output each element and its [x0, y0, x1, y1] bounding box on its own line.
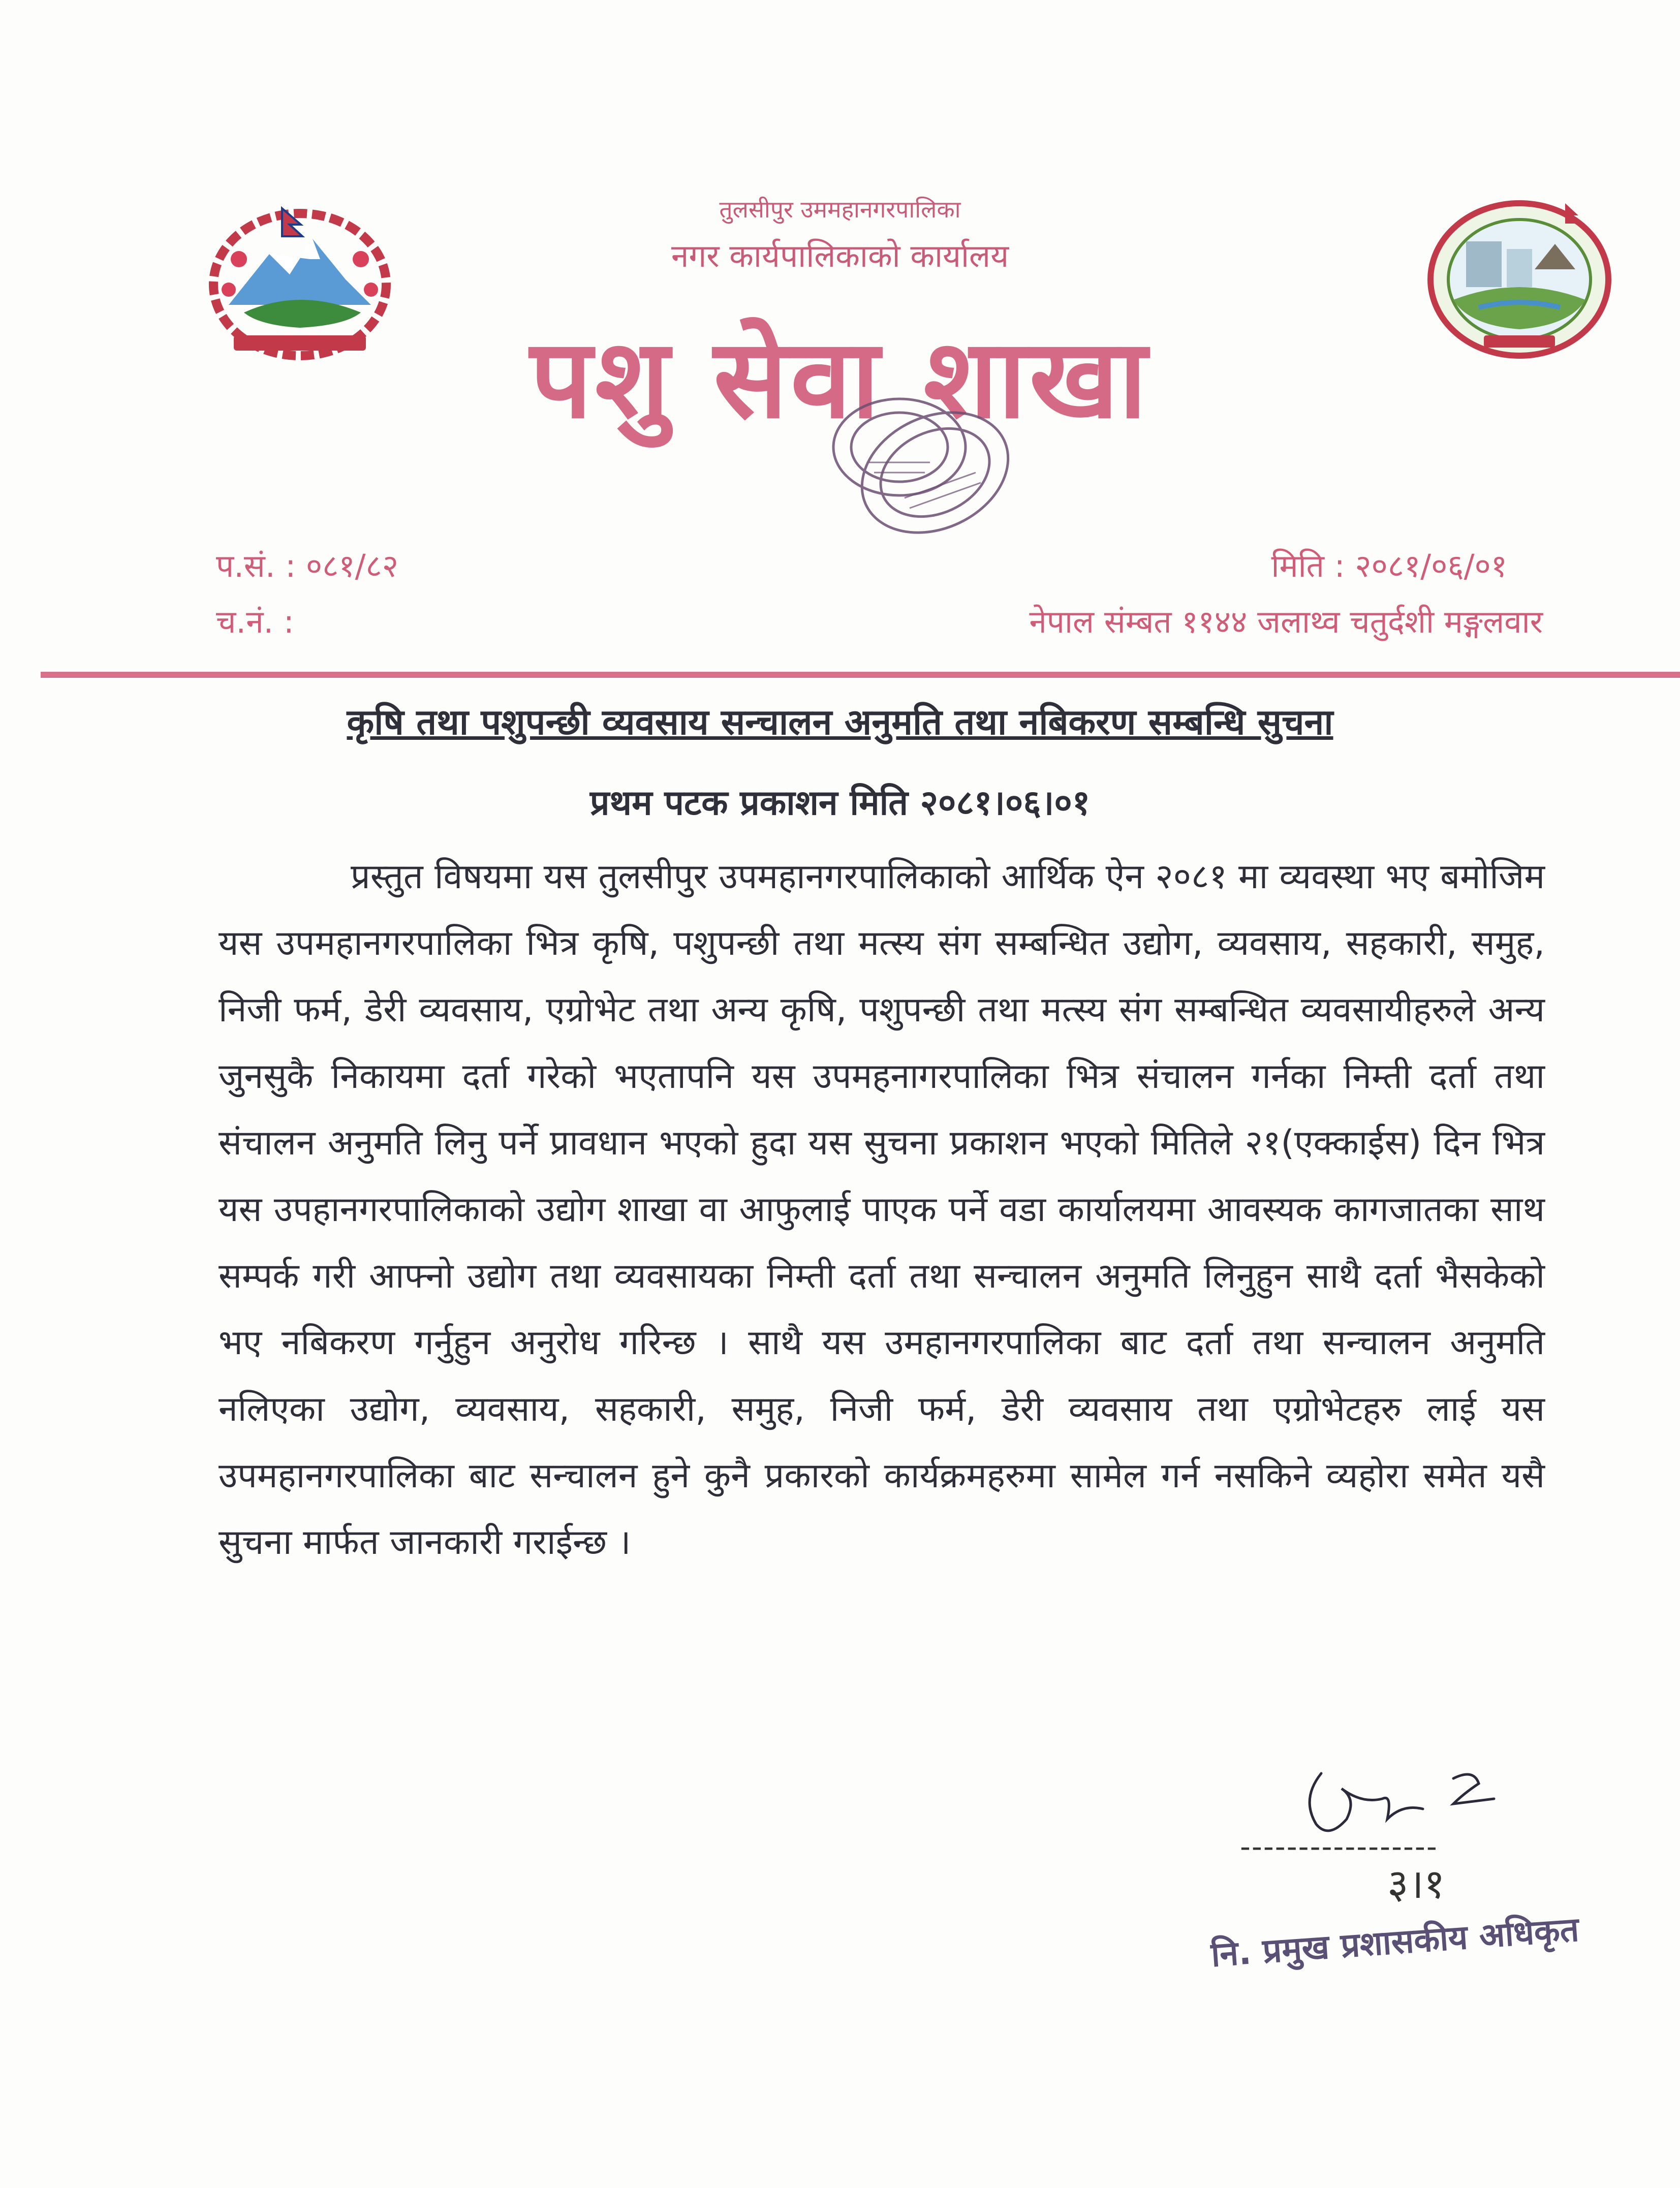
signature-line: -----------------	[1240, 1829, 1438, 1864]
reference-number: प.सं. : ०८१/८२	[216, 547, 398, 584]
first-publication-date: प्रथम पटक प्रकाशन मिति २०८१।०६।०१	[589, 783, 1091, 823]
signature-mark: ३।१	[1387, 1860, 1445, 1908]
dispatch-number: च.नं. :	[216, 603, 294, 640]
nepal-sambat-date: नेपाल संम्बत ११४४ जलाथ्व चतुर्दशी मङ्गलवार	[1029, 603, 1543, 640]
office-seal-icon	[772, 346, 1057, 569]
officer-title: नि. प्रमुख प्रशासकीय अधिकृत	[1209, 1910, 1580, 1975]
notice-subject: कृषि तथा पशुपन्छी व्यवसाय सन्चालन अनुमति तथा नबिकरण सम्बन्धि सुचना	[347, 701, 1333, 743]
tulsipur-logo-icon	[1418, 193, 1621, 366]
municipality-name: तुलसीपुर उममहानगरपालिका	[719, 196, 961, 223]
letter-date: मिति : २०८१/०६/०१	[1271, 547, 1507, 584]
notice-body: प्रस्तुत विषयमा यस तुलसीपुर उपमहानगरपालिकाको आर्थिक ऐन २०८१ मा व्यवस्था भए बमोजिम यस उपमहानगरपालिका भित्र कृषि, पशुपन्छी तथा मत्स्य संग सम्बन्धित उद्योग, व्यवसाय, सहकारी, समुह, निजी फर्म, डेरी व्यवसाय, एग्रोभेट तथा अन्य कृषि, पशुपन्छी तथा मत्स्य संग सम्बन्धित व्यवसायीहरुले अन्य जुनसुकै निकायमा दर्ता गरेको भएतापनि यस उपमहनागरपालिका भित्र संचालन गर्नका निम्ती दर्ता तथा संचालन अनुमति लिनु पर्ने प्रावधान भएको हुदा यस सुचना प्रकाशन भएको मितिले २१(एक्काईस) दिन भित्र यस उपहानगरपालिकाको उद्योग शाखा वा आफुलाई पाएक पर्ने वडा कार्यालयमा आवस्यक कागजातका साथ सम्पर्क गरी आफ्नो उद्योग तथा व्यवसायका निम्ती दर्ता तथा सन्चालन अनुमति लिनुहुन साथै दर्ता भैसकेको भए नबिकरण गर्नुहुन अनुरोध गरिन्छ । साथै यस उमहानगरपालिका बाट दर्ता तथा सन्चालन अनुमति नलिएका उद्योग, व्यवसाय, सहकारी, समुह, निजी फर्म, डेरी व्यवसाय तथा एग्रोभेटहरु लाई यस उपमहानगरपालिका बाट सन्चालन हुने कुनै प्रकारको कार्यक्रमहरुमा सामेल गर्न नसकिने व्यहोरा समेत यसै सुचना मार्फत जानकारी गराईन्छ ।	[219, 857, 1545, 1562]
office-name: नगर कार्यपालिकाको कार्यालय	[671, 237, 1009, 274]
header-divider	[41, 672, 1680, 678]
nepal-emblem-icon	[193, 198, 407, 366]
branch-title: पशु सेवा शाखा	[530, 315, 1150, 443]
